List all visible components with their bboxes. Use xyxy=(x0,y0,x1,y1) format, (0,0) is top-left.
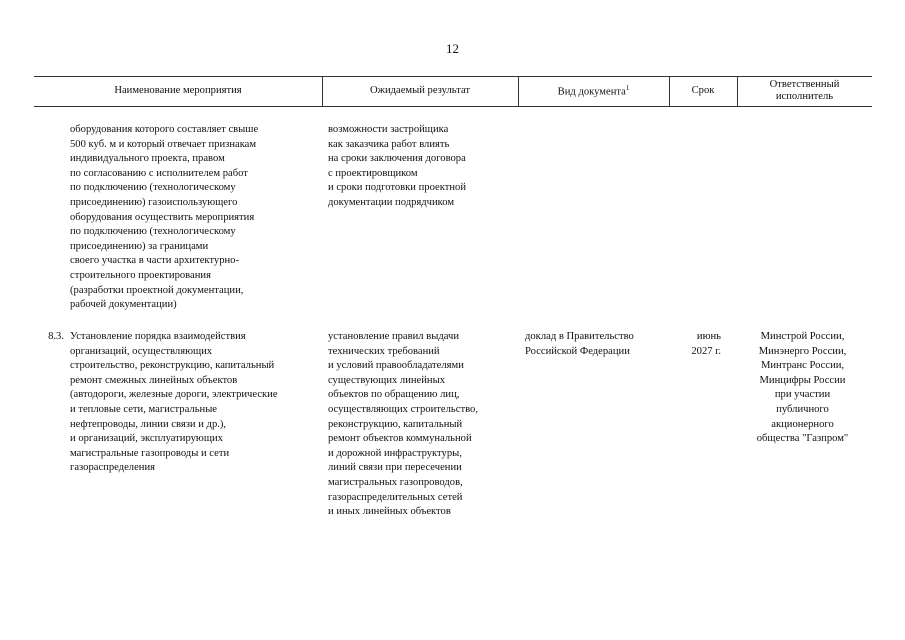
header-doc-type xyxy=(518,76,669,106)
header-responsible-label: Ответственный исполнитель xyxy=(769,78,840,102)
row-deadline: июнь 2027 г. xyxy=(691,331,721,357)
continuation-result: возможности застройщика как заказчика работ влиять на сроки заключения договора с проектировщиком и сроки подготовки проектной документации подрядчиком xyxy=(328,124,466,208)
header-result xyxy=(322,76,518,106)
header-deadline-label: Срок xyxy=(691,84,715,96)
row-doc-type: доклад в Правительство Российской Федерации xyxy=(525,331,634,357)
header-doc-type-footnote: 1 xyxy=(625,84,630,93)
page-number: 12 xyxy=(446,41,459,56)
row-responsible: Минстрой России, Минэнерго России, Минтранс России, Минцифры России при участии публичного акционерного общества "Газпром" xyxy=(756,331,849,445)
header-name-label: Наименование мероприятия xyxy=(114,84,242,96)
row-name: Установление порядка взаимодействия организаций, осуществляющих строительство, реконструкцию, капитальный ремонт смежных линейных объектов (автодороги, железные дороги, электрические и тепловые сети, магистральные нефтепроводы, линии связи и др.), и организаций, эксплуатирующих магистральные газопроводы и сети газораспределения xyxy=(70,331,278,474)
header-doc-type-label: Вид документа xyxy=(557,87,626,99)
table-header-bottom-rule xyxy=(34,106,872,107)
header-responsible xyxy=(737,76,872,106)
header-deadline xyxy=(669,76,737,106)
continuation-name: оборудования которого составляет свыше 500 куб. м и который отвечает признакам индивидуального проекта, правом по согласованию с исполнителем работ по подключению (технологическому присоединению) газоиспользующего оборудования осуществить мероприятия по подключению (технологическому присоединению) за границами своего участка в части архитектурно- строительного проектирования (разработки проектной документации, рабочей документации) xyxy=(70,124,259,311)
header-name xyxy=(34,76,322,106)
row-number: 8.3. xyxy=(48,331,64,342)
row-result: установление правил выдачи технических требований и условий правообладателями существующих линейных объектов по обращению лиц, осуществляющих строительство, реконструкцию, капитальный ремонт объектов коммунальной и дорожной инфраструктуры, линий связи при пересечении магистральных газопроводов, газораспределительных сетей и иных линейных объектов xyxy=(328,331,478,518)
header-result-label: Ожидаемый результат xyxy=(369,84,471,96)
